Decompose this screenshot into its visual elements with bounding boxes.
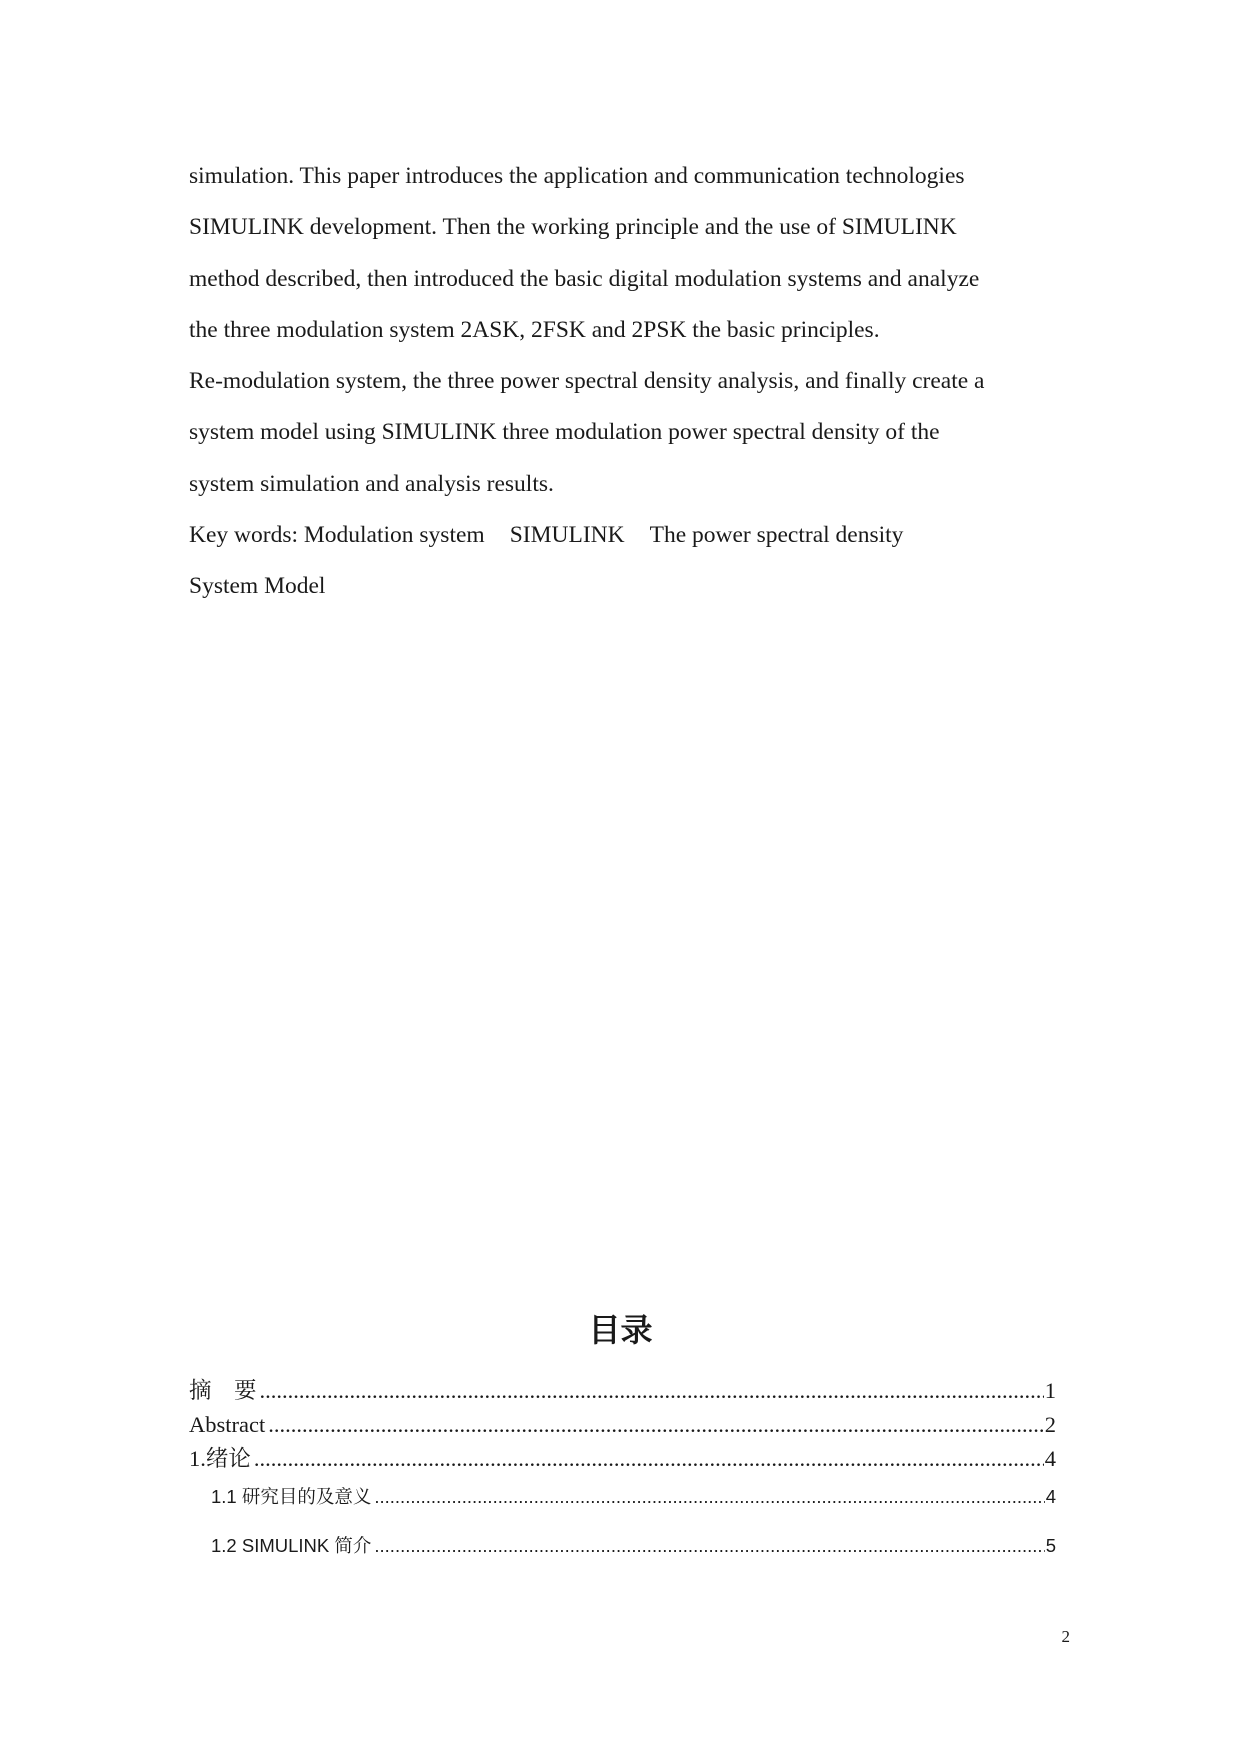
abstract-body — [189, 156, 1069, 618]
toc-subentry[interactable] — [189, 1532, 1056, 1560]
keywords-continuation: System Model — [189, 573, 326, 600]
keywords-line — [189, 515, 1069, 566]
toc-entry[interactable] — [189, 1374, 1056, 1408]
toc-leader-dots — [260, 1374, 1044, 1408]
page-number: 2 — [1061, 1627, 1070, 1646]
toc-entry-page: 4 — [1044, 1446, 1056, 1471]
toc-entry-label: 1.1 研究目的及意义 — [211, 1486, 372, 1507]
toc-entry-page: 4 — [1045, 1486, 1056, 1507]
keyword: The power spectral density — [649, 522, 904, 549]
abstract-line: simulation. This paper introduces the application and communication technologies — [189, 163, 965, 189]
toc-entry-label: 1.2 SIMULINK 简介 — [211, 1535, 372, 1556]
toc-entry-label: 1.绪论 — [189, 1446, 251, 1471]
abstract-line: Re-modulation system, the three power spectral density analysis, and finally create a — [189, 368, 985, 395]
toc-leader-dots — [374, 1483, 1044, 1511]
toc-title: 目录 — [588, 1311, 653, 1349]
abstract-line: the three modulation system 2ASK, 2FSK and 2PSK the basic principles. — [189, 316, 880, 343]
keywords-label: Key words: Modulation system — [189, 522, 485, 549]
abstract-line: system model using SIMULINK three modulation power spectral density of the — [189, 419, 940, 446]
abstract-line: system simulation and analysis results. — [189, 470, 554, 497]
toc-entry[interactable] — [189, 1408, 1056, 1442]
keyword: SIMULINK — [509, 522, 625, 549]
abstract-line: method described, then introduced the basic digital modulation systems and analyze — [189, 265, 980, 292]
toc-leader-dots — [374, 1532, 1044, 1560]
toc-entry-page: 2 — [1044, 1412, 1056, 1437]
toc-entry-page: 5 — [1045, 1535, 1056, 1556]
toc-leader-dots — [254, 1442, 1044, 1476]
table-of-contents — [189, 1374, 1056, 1560]
toc-entry-label: Abstract — [189, 1412, 266, 1437]
toc-subentry[interactable] — [189, 1483, 1056, 1511]
toc-leader-dots — [268, 1408, 1044, 1442]
abstract-line: SIMULINK development. Then the working principle and the use of SIMULINK — [189, 214, 957, 241]
toc-entry[interactable] — [189, 1442, 1056, 1476]
toc-entry-label: 摘 要 — [189, 1378, 257, 1403]
toc-entry-page: 1 — [1044, 1378, 1056, 1403]
